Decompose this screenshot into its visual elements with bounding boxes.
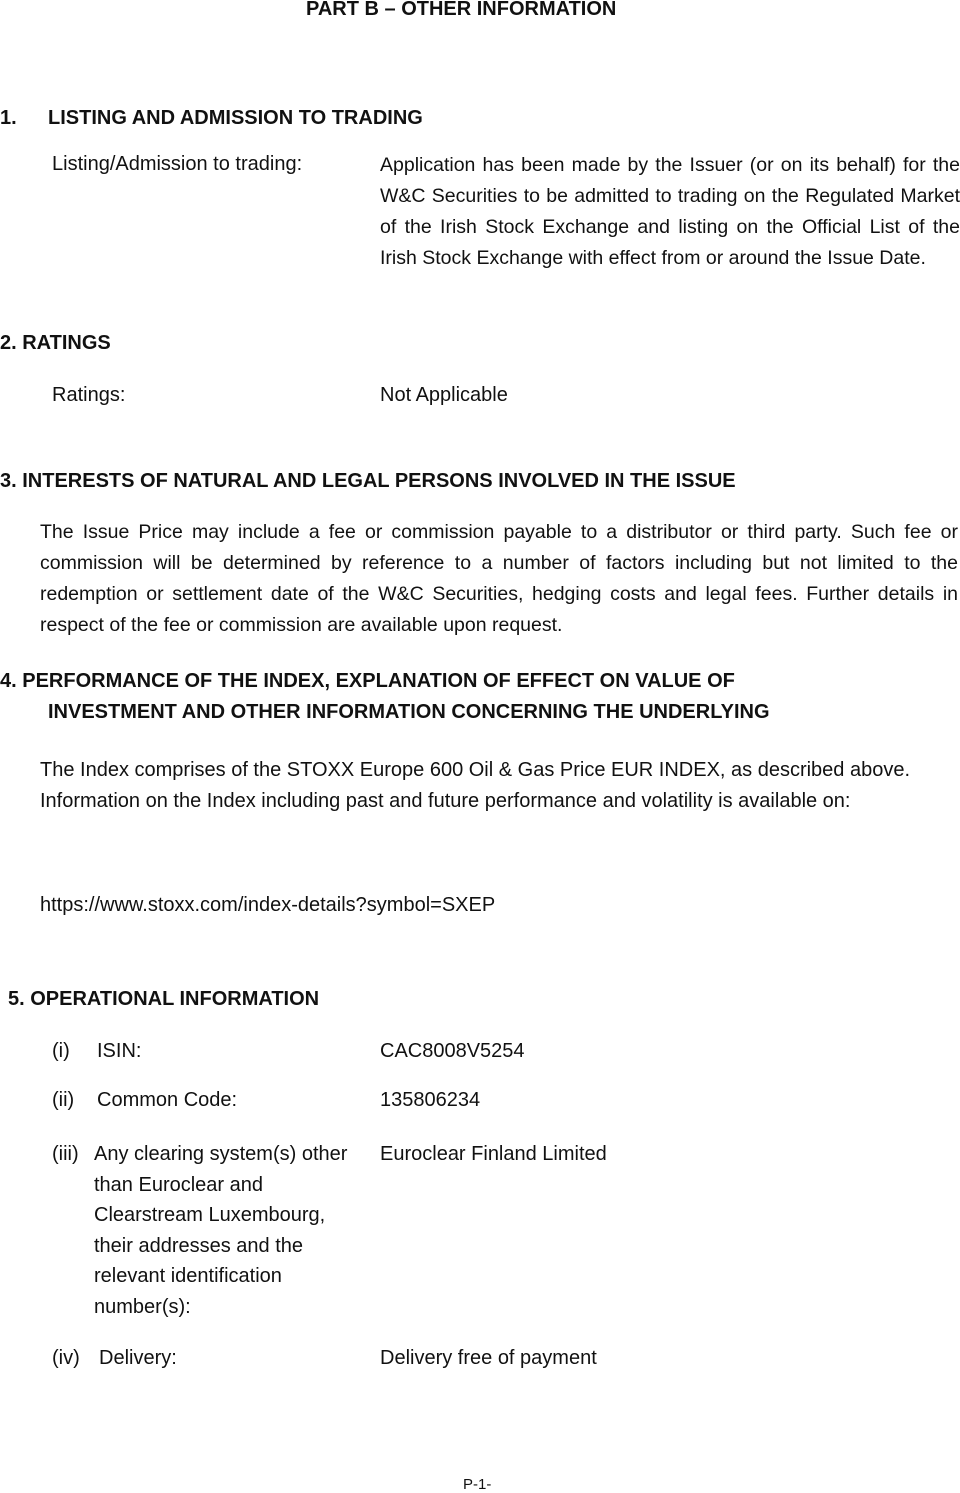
section-1-heading: LISTING AND ADMISSION TO TRADING [48, 107, 423, 129]
delivery-value: Delivery free of payment [380, 1347, 597, 1369]
common-code-value: 135806234 [380, 1089, 481, 1111]
common-code-label: Common Code: [97, 1089, 238, 1111]
ratings-value: Not Applicable [380, 384, 508, 406]
section-4-body: The Index comprises of the STOXX Europe 600 Oil & Gas Price EUR INDEX, as described above. Information on the Index including past and future performance and volatility is available on: [40, 759, 911, 812]
index-url-link[interactable]: https://www.stoxx.com/index-details?symbol=SXEP [40, 894, 496, 916]
clearing-system-label: Any clearing system(s) other than Euroclear and Clearstream Luxembourg, their addresses and the relevant identification number(s): [94, 1143, 348, 1318]
page-title: PART B – OTHER INFORMATION [306, 0, 617, 20]
section-1-number: 1. [0, 107, 17, 129]
section-3-heading: 3. INTERESTS OF NATURAL AND LEGAL PERSONS INVOLVED IN THE ISSUE [0, 470, 736, 492]
item-number: (iii) [52, 1143, 79, 1165]
section-2-heading: 2. RATINGS [0, 332, 111, 354]
delivery-label: Delivery: [99, 1347, 177, 1369]
section-5-heading: 5. OPERATIONAL INFORMATION [8, 988, 320, 1010]
isin-label: ISIN: [97, 1040, 142, 1062]
item-number: (i) [52, 1040, 70, 1062]
section-3-body: The Issue Price may include a fee or commission payable to a distributor or third party. Such fee or commission will be determined by reference to a number of factors including but not limited to the redemption or settlement date of the W&C Securities, hedging costs and legal fees. Further details in respect of the fee or commission are available upon request. [40, 521, 958, 636]
section-4-heading-line1: 4. PERFORMANCE OF THE INDEX, EXPLANATION OF EFFECT ON VALUE OF [0, 670, 735, 692]
isin-value: CAC8008V5254 [380, 1040, 525, 1062]
ratings-label: Ratings: [52, 384, 126, 406]
listing-value: Application has been made by the Issuer (or on its behalf) for the W&C Securities to be admitted to trading on the Regulated Market of the Irish Stock Exchange and listing on the Official List of the Irish Stock Exchange with effect from or around the Issue Date. [380, 154, 960, 269]
item-number: (ii) [52, 1089, 75, 1111]
section-4-heading-line2: INVESTMENT AND OTHER INFORMATION CONCERNING THE UNDERLYING [48, 701, 770, 723]
listing-label: Listing/Admission to trading: [52, 153, 303, 175]
clearing-system-value: Euroclear Finland Limited [380, 1143, 607, 1165]
item-number: (iv) [52, 1347, 80, 1369]
page-number: P-1- [463, 1476, 492, 1493]
